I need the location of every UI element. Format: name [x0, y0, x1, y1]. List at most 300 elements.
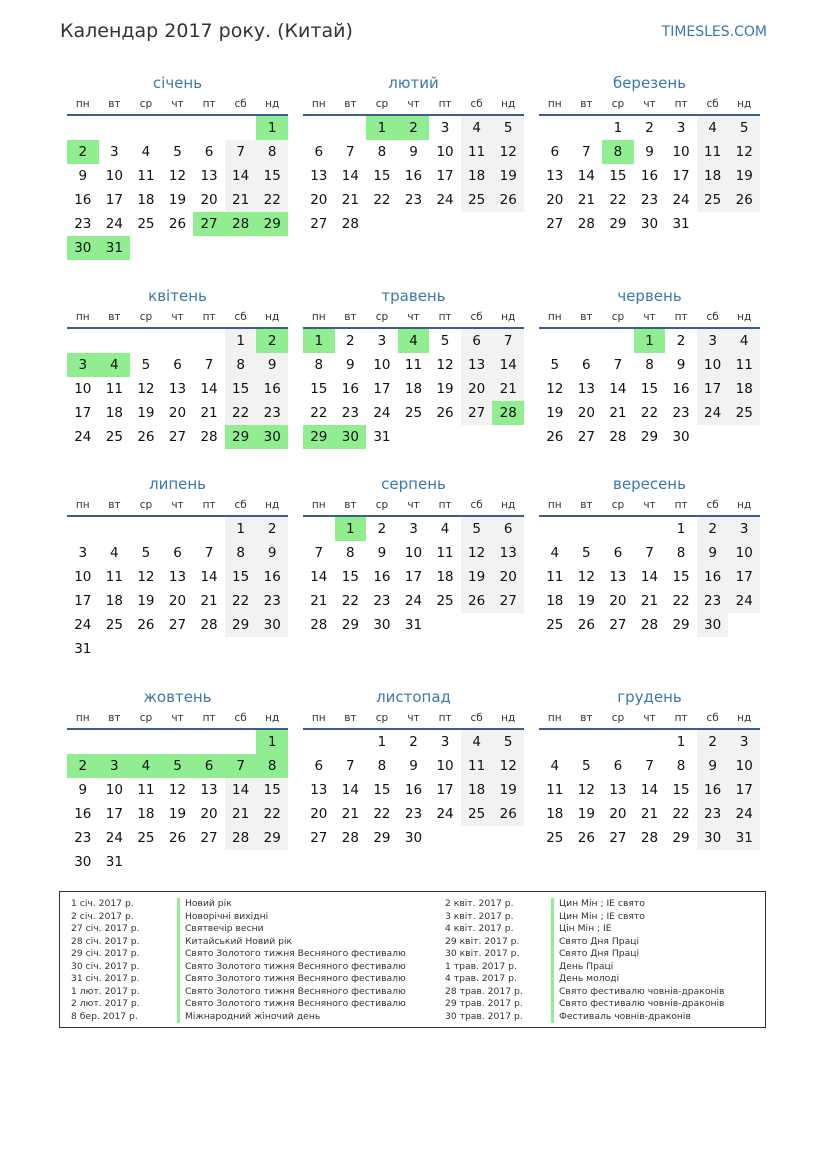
- weekday-label: сб: [234, 311, 247, 323]
- day-cell: 21: [577, 192, 595, 208]
- day-cell: 31: [105, 854, 123, 870]
- day-cell: 16: [256, 565, 288, 589]
- empty-cell: [193, 730, 225, 754]
- holiday-date: 2 січ. 2017 р.: [71, 910, 134, 922]
- weekday-label: вт: [108, 499, 121, 511]
- day-cell: 23: [404, 806, 423, 822]
- day-cell: 15: [225, 565, 257, 589]
- month-name: липень: [148, 475, 207, 493]
- day-cell: 3: [728, 517, 760, 541]
- day-cell: 18: [546, 593, 564, 609]
- day-cell: 7: [582, 144, 591, 160]
- day-cell: 21: [225, 802, 257, 826]
- day-grid: [539, 329, 760, 449]
- day-cell: 5: [461, 517, 493, 541]
- day-cell: 13: [609, 569, 627, 585]
- day-cell: 3: [377, 333, 387, 349]
- day-grid: [303, 116, 524, 236]
- weekday-header: [67, 307, 288, 329]
- month-name: березень: [612, 74, 687, 92]
- day-cell: 9: [645, 144, 654, 160]
- day-cell: 25: [105, 617, 123, 633]
- day-cell: 19: [492, 778, 524, 802]
- day-cell: 26: [461, 589, 493, 613]
- day-cell: 7: [314, 545, 324, 561]
- month-block: [303, 473, 524, 637]
- day-cell: 14: [492, 353, 524, 377]
- day-cell: 28: [200, 429, 218, 445]
- day-cell: 29: [303, 425, 335, 449]
- weekday-label: вт: [580, 499, 593, 511]
- day-cell: 7: [346, 144, 355, 160]
- day-cell: 11: [105, 381, 123, 397]
- day-cell: 1: [634, 329, 666, 353]
- day-cell: 21: [640, 593, 659, 609]
- day-cell: 26: [168, 216, 187, 232]
- empty-cell: [67, 730, 99, 754]
- day-cell: 5: [141, 545, 151, 561]
- day-cell: 18: [105, 593, 123, 609]
- holiday-date: 2 лют. 2017 р.: [71, 998, 140, 1009]
- day-cell: 26: [137, 429, 155, 445]
- holiday-name: Свято фестивалю човнів-драконів: [551, 998, 724, 1011]
- day-cell: 16: [74, 806, 92, 822]
- holiday-name: Свято Золотого тижня Весняного фестивалю: [177, 998, 406, 1011]
- day-cell: 8: [645, 357, 654, 373]
- weekday-label: вт: [344, 712, 357, 724]
- day-cell: 6: [461, 329, 493, 353]
- day-cell: 2: [409, 734, 418, 750]
- day-cell: 8: [225, 353, 257, 377]
- day-cell: 8: [256, 754, 288, 778]
- day-cell: 16: [404, 168, 423, 184]
- day-cell: 25: [436, 593, 454, 609]
- day-cell: 10: [105, 168, 123, 184]
- holiday-name: Міжнародний жіночий день: [177, 1011, 320, 1024]
- day-cell: 1: [256, 730, 288, 754]
- weekday-header: [539, 708, 760, 730]
- day-cell: 5: [728, 116, 760, 140]
- day-cell: 30: [672, 429, 690, 445]
- day-cell: 31: [99, 236, 131, 260]
- day-cell: 31: [728, 826, 760, 850]
- day-cell: 23: [74, 216, 92, 232]
- holiday-date: 4 трав. 2017 р.: [445, 973, 517, 984]
- empty-cell: [225, 116, 257, 140]
- day-cell: 11: [137, 168, 155, 184]
- day-cell: 30: [697, 826, 729, 850]
- day-cell: 8: [225, 541, 257, 565]
- holiday-name: Свято Золотого тижня Весняного фестивалю: [177, 948, 406, 961]
- day-cell: 15: [640, 381, 659, 397]
- day-cell: 15: [672, 569, 690, 585]
- day-cell: 4: [398, 329, 430, 353]
- day-cell: 27: [310, 830, 328, 846]
- legend-row: [71, 911, 406, 924]
- day-cell: 19: [546, 405, 564, 421]
- day-cell: 15: [341, 569, 359, 585]
- day-cell: 6: [582, 357, 591, 373]
- day-cell: 23: [341, 405, 359, 421]
- day-cell: 27: [609, 830, 627, 846]
- day-cell: 26: [728, 188, 760, 212]
- day-cell: 6: [204, 144, 214, 160]
- day-cell: 17: [105, 192, 123, 208]
- month-block: [67, 473, 288, 661]
- day-cell: 20: [546, 192, 564, 208]
- day-cell: 26: [137, 617, 155, 633]
- day-cell: 6: [613, 545, 623, 561]
- day-cell: 29: [225, 425, 257, 449]
- weekday-header: [303, 94, 524, 116]
- legend-row: [445, 961, 724, 974]
- day-cell: 30: [404, 830, 423, 846]
- empty-cell: [335, 116, 367, 140]
- day-cell: 11: [461, 140, 493, 164]
- weekday-label: пт: [674, 712, 688, 724]
- day-cell: 7: [225, 140, 257, 164]
- day-cell: 4: [728, 329, 760, 353]
- empty-cell: [193, 329, 225, 353]
- legend-row: [71, 948, 406, 961]
- day-cell: 15: [256, 778, 288, 802]
- day-cell: 18: [105, 405, 123, 421]
- day-cell: 13: [546, 168, 564, 184]
- weekday-header: [67, 495, 288, 517]
- day-cell: 25: [728, 401, 760, 425]
- holiday-date: 27 січ. 2017 р.: [71, 923, 140, 934]
- holiday-date: 30 квіт. 2017 р.: [445, 948, 520, 959]
- day-cell: 25: [461, 188, 493, 212]
- weekday-label: нд: [501, 712, 516, 724]
- weekday-label: пн: [75, 712, 90, 724]
- empty-cell: [539, 730, 571, 754]
- day-cell: 20: [168, 405, 187, 421]
- day-cell: 25: [137, 830, 155, 846]
- day-grid: [67, 517, 288, 661]
- empty-cell: [634, 517, 666, 541]
- month-block: [67, 686, 288, 874]
- weekday-label: пн: [75, 98, 90, 110]
- holiday-date: 8 бер. 2017 р.: [71, 1010, 138, 1022]
- day-cell: 24: [404, 593, 423, 609]
- day-cell: 17: [728, 565, 760, 589]
- weekday-label: пн: [547, 499, 562, 511]
- day-cell: 20: [200, 192, 218, 208]
- weekday-label: сб: [706, 712, 719, 724]
- day-cell: 8: [377, 144, 387, 160]
- day-cell: 23: [672, 405, 690, 421]
- weekday-label: нд: [265, 499, 280, 511]
- day-cell: 16: [672, 381, 690, 397]
- day-cell: 23: [640, 192, 659, 208]
- day-cell: 3: [440, 734, 450, 750]
- day-cell: 8: [676, 545, 686, 561]
- day-cell: 30: [74, 854, 92, 870]
- day-cell: 13: [577, 381, 595, 397]
- day-cell: 5: [582, 758, 591, 774]
- weekday-label: сб: [706, 98, 719, 110]
- day-cell: 11: [546, 782, 564, 798]
- day-cell: 23: [697, 802, 729, 826]
- weekday-label: пн: [311, 499, 326, 511]
- weekday-label: нд: [265, 311, 280, 323]
- day-cell: 7: [204, 357, 214, 373]
- day-cell: 4: [697, 116, 729, 140]
- day-cell: 6: [314, 144, 324, 160]
- month-name: серпень: [381, 475, 446, 493]
- month-block: [539, 473, 760, 637]
- day-cell: 28: [492, 401, 524, 425]
- day-cell: 29: [256, 212, 288, 236]
- month-block: [539, 285, 760, 449]
- day-cell: 27: [609, 617, 627, 633]
- day-cell: 26: [577, 830, 595, 846]
- day-cell: 5: [141, 357, 151, 373]
- day-cell: 29: [672, 830, 690, 846]
- holiday-name: Свято фестивалю човнів-драконів: [551, 986, 724, 999]
- day-cell: 2: [697, 730, 729, 754]
- day-cell: 23: [697, 589, 729, 613]
- day-cell: 20: [168, 593, 187, 609]
- legend-right-column: [445, 898, 724, 1023]
- month-name: червень: [617, 287, 682, 305]
- weekday-label: нд: [501, 499, 516, 511]
- day-cell: 15: [256, 164, 288, 188]
- day-cell: 9: [697, 754, 729, 778]
- day-cell: 1: [256, 116, 288, 140]
- day-cell: 25: [404, 405, 423, 421]
- day-cell: 31: [373, 429, 391, 445]
- day-cell: 7: [204, 545, 214, 561]
- day-cell: 9: [78, 168, 88, 184]
- weekday-header: [303, 708, 524, 730]
- day-cell: 22: [256, 802, 288, 826]
- weekday-label: чт: [407, 712, 420, 724]
- day-cell: 4: [110, 545, 119, 561]
- legend-row: [71, 961, 406, 974]
- day-cell: 27: [200, 830, 218, 846]
- holiday-name: День Праці: [551, 961, 613, 974]
- day-cell: 28: [577, 216, 595, 232]
- day-cell: 17: [74, 593, 92, 609]
- empty-cell: [225, 730, 257, 754]
- empty-cell: [99, 329, 131, 353]
- day-cell: 28: [341, 830, 359, 846]
- holiday-name: Фестиваль човнів-драконів: [551, 1011, 691, 1024]
- day-cell: 13: [200, 782, 218, 798]
- day-cell: 9: [78, 782, 88, 798]
- day-cell: 6: [314, 758, 324, 774]
- weekday-label: пт: [202, 712, 216, 724]
- legend-row: [445, 936, 724, 949]
- day-cell: 13: [310, 782, 328, 798]
- day-cell: 2: [67, 140, 99, 164]
- day-cell: 14: [640, 782, 659, 798]
- weekday-label: пт: [438, 311, 452, 323]
- legend-row: [71, 986, 406, 999]
- empty-cell: [99, 116, 131, 140]
- day-cell: 12: [137, 569, 155, 585]
- day-cell: 24: [728, 802, 760, 826]
- day-cell: 2: [398, 116, 430, 140]
- day-cell: 24: [436, 192, 454, 208]
- weekday-label: чт: [643, 311, 656, 323]
- holiday-date: 1 трав. 2017 р.: [445, 960, 517, 972]
- weekday-label: сб: [470, 311, 483, 323]
- weekday-label: ср: [375, 712, 389, 724]
- empty-cell: [303, 730, 335, 754]
- weekday-label: ср: [139, 311, 153, 323]
- day-cell: 12: [546, 381, 564, 397]
- day-cell: 3: [110, 144, 119, 160]
- day-cell: 7: [492, 329, 524, 353]
- day-cell: 12: [168, 782, 187, 798]
- day-cell: 18: [546, 806, 564, 822]
- empty-cell: [130, 517, 162, 541]
- brand-link[interactable]: TIMESLES.COM: [661, 24, 767, 40]
- empty-cell: [130, 329, 162, 353]
- weekday-label: ср: [139, 98, 153, 110]
- day-cell: 27: [492, 589, 524, 613]
- day-cell: 13: [168, 569, 187, 585]
- day-cell: 3: [697, 329, 729, 353]
- empty-cell: [67, 517, 99, 541]
- weekday-label: пт: [202, 311, 216, 323]
- day-cell: 20: [577, 405, 595, 421]
- day-grid: [303, 329, 524, 449]
- holiday-date: 1 січ. 2017 р.: [71, 898, 134, 909]
- day-cell: 26: [546, 429, 564, 445]
- day-cell: 10: [672, 144, 690, 160]
- day-cell: 1: [676, 734, 686, 750]
- weekday-header: [67, 94, 288, 116]
- day-cell: 11: [404, 357, 423, 373]
- empty-cell: [303, 517, 335, 541]
- day-cell: 20: [609, 806, 627, 822]
- day-cell: 22: [672, 593, 690, 609]
- month-name: листопад: [376, 688, 451, 706]
- day-cell: 16: [697, 778, 729, 802]
- day-cell: 20: [310, 806, 328, 822]
- weekday-label: нд: [737, 98, 752, 110]
- legend-row: [71, 898, 406, 911]
- day-cell: 11: [546, 569, 564, 585]
- weekday-label: пн: [311, 98, 326, 110]
- day-cell: 2: [256, 329, 288, 353]
- day-cell: 25: [546, 830, 564, 846]
- day-cell: 29: [256, 826, 288, 850]
- day-cell: 30: [67, 236, 99, 260]
- day-grid: [67, 116, 288, 260]
- day-cell: 23: [256, 589, 288, 613]
- day-cell: 18: [461, 164, 493, 188]
- day-cell: 4: [461, 730, 493, 754]
- day-cell: 26: [436, 405, 454, 421]
- day-cell: 9: [346, 357, 355, 373]
- weekday-label: нд: [501, 98, 516, 110]
- empty-cell: [571, 517, 603, 541]
- weekday-label: сб: [234, 98, 247, 110]
- day-cell: 28: [640, 830, 659, 846]
- day-cell: 7: [645, 545, 654, 561]
- weekday-label: чт: [171, 311, 184, 323]
- day-cell: 31: [404, 617, 423, 633]
- empty-cell: [162, 116, 194, 140]
- day-cell: 1: [303, 329, 335, 353]
- empty-cell: [303, 116, 335, 140]
- day-cell: 20: [200, 806, 218, 822]
- empty-cell: [130, 730, 162, 754]
- day-cell: 20: [492, 565, 524, 589]
- holiday-name: День молоді: [551, 973, 619, 986]
- legend-row: [445, 1011, 724, 1024]
- day-cell: 29: [225, 613, 257, 637]
- weekday-label: нд: [265, 712, 280, 724]
- weekday-label: вт: [108, 98, 121, 110]
- legend-row: [71, 973, 406, 986]
- day-cell: 21: [640, 806, 659, 822]
- holiday-name: Цін Мін ; IE: [551, 923, 612, 936]
- day-cell: 6: [173, 357, 182, 373]
- holiday-date: 28 трав. 2017 р.: [445, 985, 523, 997]
- day-cell: 22: [609, 192, 627, 208]
- weekday-label: сб: [234, 499, 247, 511]
- day-cell: 30: [373, 617, 391, 633]
- weekday-label: сб: [470, 712, 483, 724]
- weekday-label: чт: [407, 98, 420, 110]
- weekday-label: пт: [438, 98, 452, 110]
- day-cell: 1: [377, 734, 387, 750]
- legend-row: [445, 898, 724, 911]
- weekday-label: вт: [580, 98, 593, 110]
- day-cell: 24: [105, 830, 123, 846]
- weekday-label: вт: [344, 98, 357, 110]
- day-cell: 16: [74, 192, 92, 208]
- day-cell: 6: [550, 144, 560, 160]
- holiday-date: 31 січ. 2017 р.: [71, 973, 140, 984]
- day-cell: 24: [436, 806, 454, 822]
- day-cell: 23: [74, 830, 92, 846]
- legend-row: [445, 923, 724, 936]
- weekday-label: вт: [108, 311, 121, 323]
- day-cell: 10: [105, 782, 123, 798]
- empty-cell: [634, 730, 666, 754]
- day-cell: 22: [225, 401, 257, 425]
- weekday-label: ср: [611, 712, 625, 724]
- weekday-label: ср: [611, 98, 625, 110]
- weekday-label: сб: [470, 98, 483, 110]
- day-cell: 14: [225, 164, 257, 188]
- empty-cell: [67, 329, 99, 353]
- holiday-date: 29 квіт. 2017 р.: [445, 935, 520, 947]
- empty-cell: [162, 517, 194, 541]
- day-grid: [67, 329, 288, 449]
- day-cell: 27: [546, 216, 564, 232]
- day-cell: 18: [728, 377, 760, 401]
- day-cell: 30: [335, 425, 367, 449]
- day-cell: 10: [728, 754, 760, 778]
- day-grid: [67, 730, 288, 874]
- day-cell: 16: [404, 782, 423, 798]
- day-cell: 11: [697, 140, 729, 164]
- empty-cell: [99, 730, 131, 754]
- day-cell: 18: [461, 778, 493, 802]
- day-cell: 15: [373, 782, 391, 798]
- weekday-label: пт: [674, 499, 688, 511]
- weekday-label: ср: [611, 311, 625, 323]
- day-cell: 30: [697, 613, 729, 637]
